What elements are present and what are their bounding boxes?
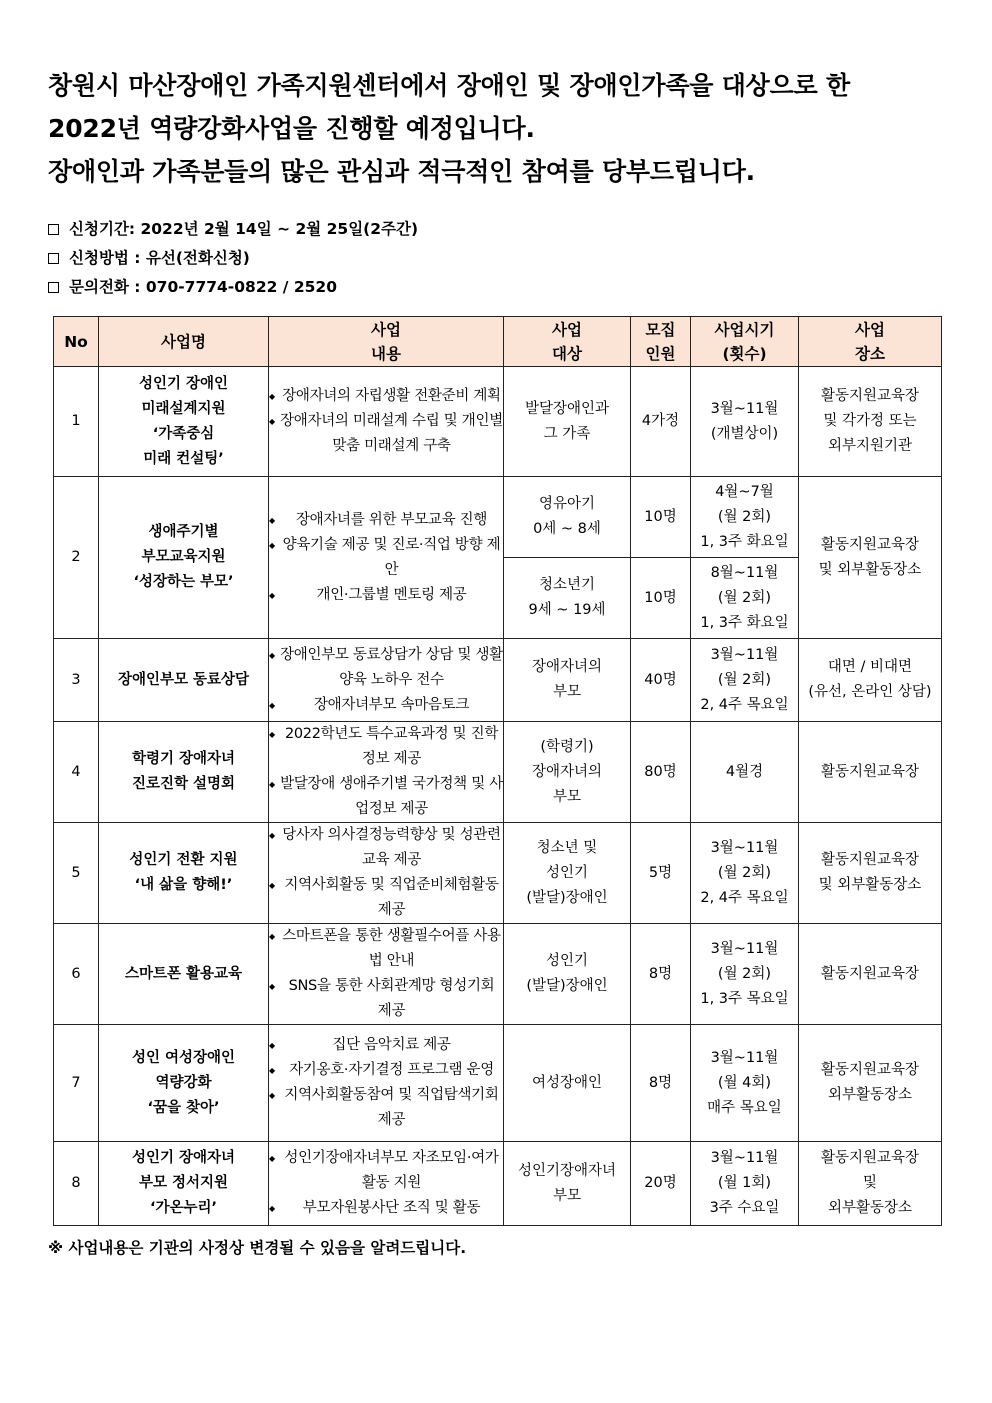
footnote: ※ 사업내용은 기관의 사정상 변경될 수 있음을 알려드립니다. <box>48 1239 467 1257</box>
program-place: 활동지원교육장 및 외부활동장소 <box>799 477 942 639</box>
program-place: 대면 / 비대면 (유선, 온라인 상담) <box>799 639 942 722</box>
program-name: 학령기 장애자녀 진로진학 설명회 <box>99 722 269 823</box>
table-row <box>54 924 942 1025</box>
content-item: ◆ 스마트폰을 통한 생활필수어플 사용법 안내 <box>269 924 503 974</box>
content-item: ◆ 자기옹호·자기결정 프로그램 운영 <box>269 1058 503 1083</box>
content-item: ◆ 성인기장애자녀부모 자조모임·여가활동 지원 <box>269 1146 503 1196</box>
program-period: 8월~11월 (월 2회) 1, 3주 화요일 <box>691 558 799 639</box>
program-period: 3월~11월 (월 4회) 매주 목요일 <box>691 1025 799 1142</box>
intro-text <box>48 64 948 193</box>
recruit-count: 5명 <box>631 823 691 924</box>
program-target: 영유아기 0세 ~ 8세 <box>504 477 631 558</box>
program-content <box>269 639 504 722</box>
program-content <box>269 823 504 924</box>
program-place: 활동지원교육장 <box>799 924 942 1025</box>
program-target: 발달장애인과 그 가족 <box>504 367 631 477</box>
program-name: 성인기 장애자녀 부모 정서지원 ‘가온누리’ <box>99 1142 269 1226</box>
content-item: ◆ 집단 음악치료 제공 <box>269 1033 503 1058</box>
content-item: ◆ 지역사회활동 및 직업준비체험활동 제공 <box>269 873 503 923</box>
row-no: 4 <box>54 722 99 823</box>
content-item: ◆ 개인·그룹별 멘토링 제공 <box>269 583 503 608</box>
program-period: 3월~11월 (월 2회) 2, 4주 목요일 <box>691 823 799 924</box>
application-period: 신청기간: 2022년 2월 14일 ~ 2월 25일(2주간) <box>48 215 418 244</box>
checkbox-icon <box>48 253 59 264</box>
content-item: ◆ 부모자원봉사단 조직 및 활동 <box>269 1196 503 1221</box>
program-place: 활동지원교육장 및 각가정 또는 외부지원기관 <box>799 367 942 477</box>
program-period: 3월~11월 (월 2회) 2, 4주 목요일 <box>691 639 799 722</box>
recruit-count: 10명 <box>631 558 691 639</box>
header-place: 사업 장소 <box>799 317 942 367</box>
program-content <box>269 1025 504 1142</box>
header-target: 사업 대상 <box>504 317 631 367</box>
program-target: 성인기장애자녀 부모 <box>504 1142 631 1226</box>
recruit-count: 8명 <box>631 1025 691 1142</box>
table-row <box>54 722 942 823</box>
header-content: 사업 내용 <box>269 317 504 367</box>
row-no: 7 <box>54 1025 99 1142</box>
recruit-count: 80명 <box>631 722 691 823</box>
program-content <box>269 367 504 477</box>
program-period: 3월~11월 (월 2회) 1, 3주 목요일 <box>691 924 799 1025</box>
program-target: 청소년기 9세 ~ 19세 <box>504 558 631 639</box>
row-no: 3 <box>54 639 99 722</box>
program-name: 스마트폰 활용교육 <box>99 924 269 1025</box>
info-list <box>48 215 418 302</box>
header-name: 사업명 <box>99 317 269 367</box>
table-header-row <box>54 317 942 367</box>
content-item: ◆ 장애인부모 동료상담가 상담 및 생활 양육 노하우 전수 <box>269 643 503 693</box>
content-item: ◆ 발달장애 생애주기별 국가정책 및 사업정보 제공 <box>269 772 503 822</box>
row-no: 1 <box>54 367 99 477</box>
program-place: 활동지원교육장 및 외부활동장소 <box>799 1142 942 1226</box>
intro-line: 2022년 역량강화사업을 진행할 예정입니다. <box>48 114 535 143</box>
header-period: 사업시기 (횟수) <box>691 317 799 367</box>
table-row <box>54 639 942 722</box>
program-name: 장애인부모 동료상담 <box>99 639 269 722</box>
header-count: 모집 인원 <box>631 317 691 367</box>
program-target: 성인기 (발달)장애인 <box>504 924 631 1025</box>
program-name: 성인기 장애인 미래설계지원 ‘가족중심 미래 컨설팅’ <box>99 367 269 477</box>
row-no: 5 <box>54 823 99 924</box>
recruit-count: 10명 <box>631 477 691 558</box>
header-no: No <box>54 317 99 367</box>
program-target: 장애자녀의 부모 <box>504 639 631 722</box>
program-content <box>269 924 504 1025</box>
content-item: ◆ 양육기술 제공 및 진로·직업 방향 제안 <box>269 533 503 583</box>
program-name: 성인 여성장애인 역량강화 ‘꿈을 찾아’ <box>99 1025 269 1142</box>
program-table <box>53 316 942 1226</box>
table-row <box>54 823 942 924</box>
recruit-count: 20명 <box>631 1142 691 1226</box>
recruit-count: 4가정 <box>631 367 691 477</box>
content-item: ◆ 당사자 의사결정능력향상 및 성관련 교육 제공 <box>269 823 503 873</box>
program-target: 청소년 및 성인기 (발달)장애인 <box>504 823 631 924</box>
content-item: ◆ 지역사회활동참여 및 직업탐색기회 제공 <box>269 1083 503 1133</box>
table-row <box>54 477 942 558</box>
intro-line: 장애인과 가족분들의 많은 관심과 적극적인 참여를 당부드립니다. <box>48 157 755 186</box>
program-period: 3월~11월 (개별상이) <box>691 367 799 477</box>
row-no: 2 <box>54 477 99 639</box>
program-content <box>269 1142 504 1226</box>
intro-line: 창원시 마산장애인 가족지원센터에서 장애인 및 장애인가족을 대상으로 한 <box>48 71 850 100</box>
checkbox-icon <box>48 224 59 235</box>
recruit-count: 40명 <box>631 639 691 722</box>
table-row <box>54 1025 942 1142</box>
program-place: 활동지원교육장 외부활동장소 <box>799 1025 942 1142</box>
program-period: 4월경 <box>691 722 799 823</box>
row-no: 8 <box>54 1142 99 1226</box>
content-item: ◆ 2022학년도 특수교육과정 및 진학정보 제공 <box>269 722 503 772</box>
table-row <box>54 367 942 477</box>
program-name: 성인기 전환 지원 ‘내 삶을 향해!’ <box>99 823 269 924</box>
contact-phone: 문의전화 : 070-7774-0822 / 2520 <box>48 273 418 302</box>
recruit-count: 8명 <box>631 924 691 1025</box>
content-item: ◆ 장애자녀부모 속마음토크 <box>269 693 503 718</box>
program-place: 활동지원교육장 <box>799 722 942 823</box>
application-method: 신청방법 : 유선(전화신청) <box>48 244 418 273</box>
checkbox-icon <box>48 282 59 293</box>
row-no: 6 <box>54 924 99 1025</box>
program-place: 활동지원교육장 및 외부활동장소 <box>799 823 942 924</box>
program-content <box>269 722 504 823</box>
program-content <box>269 477 504 639</box>
content-item: ◆ 장애자녀의 자립생활 전환준비 계획 <box>269 384 503 409</box>
program-period: 4월~7월 (월 2회) 1, 3주 화요일 <box>691 477 799 558</box>
table-row <box>54 1142 942 1226</box>
program-period: 3월~11월 (월 1회) 3주 수요일 <box>691 1142 799 1226</box>
program-target: 여성장애인 <box>504 1025 631 1142</box>
content-item: ◆ 장애자녀의 미래설계 수립 및 개인별맞춤 미래설계 구축 <box>269 409 503 459</box>
content-item: ◆ 장애자녀를 위한 부모교육 진행 <box>269 508 503 533</box>
content-item: ◆ SNS을 통한 사회관계망 형성기회 제공 <box>269 974 503 1024</box>
program-name: 생애주기별 부모교육지원 ‘성장하는 부모’ <box>99 477 269 639</box>
program-target: (학령기) 장애자녀의 부모 <box>504 722 631 823</box>
